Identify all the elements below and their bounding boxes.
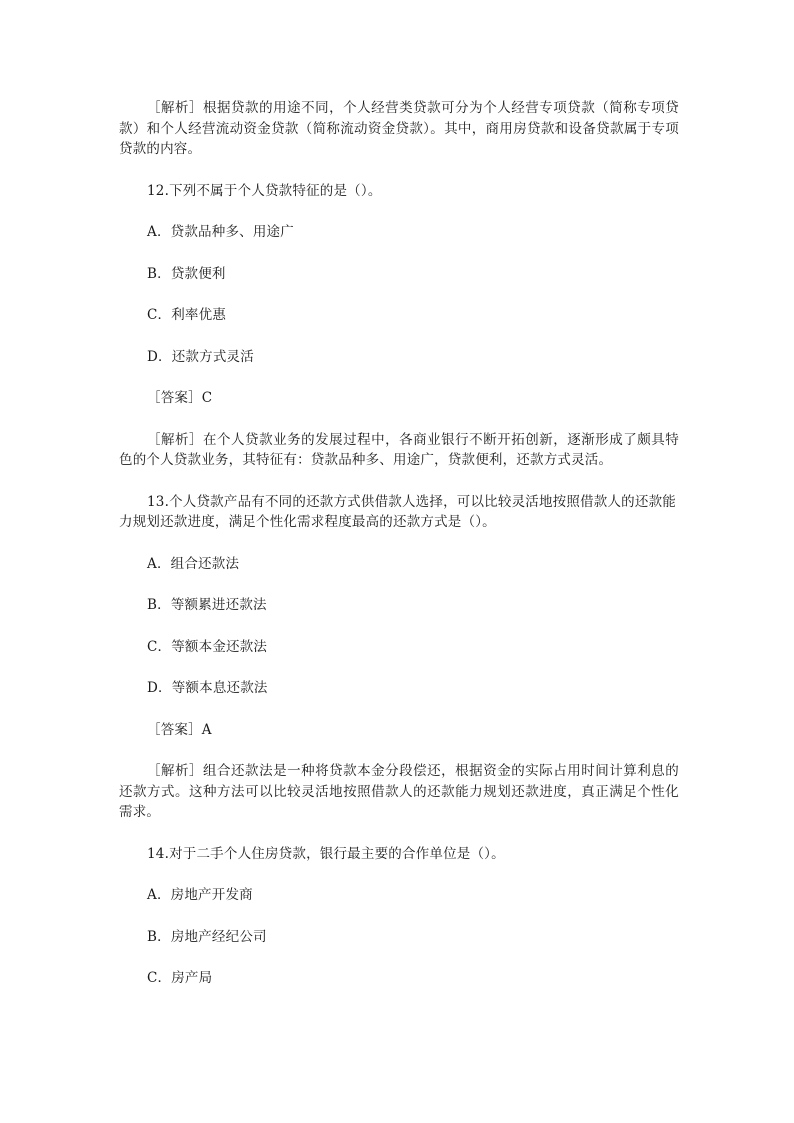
option-a: A．组合还款法: [147, 555, 240, 572]
document-page: [119, 98, 679, 989]
explanation-paragraph: ［解析］组合还款法是一种将贷款本金分段偿还，根据资金的实际占用时间计算利息的还款方式。这种方法可以比较灵活地按照借款人的还款能力规划还款进度，真正满足个性化需求。: [119, 763, 679, 820]
option-b: B．贷款便利: [147, 265, 226, 282]
explanation-paragraph: ［解析］根据贷款的用途不同，个人经营类贷款可分为个人经营专项贷款（简称专项贷款）和个人经营流动资金贷款（简称流动资金贷款）。其中，商用房贷款和设备贷款属于专项贷款的内容。: [119, 100, 679, 157]
option-d: D．等额本息还款法: [147, 680, 268, 696]
option-b: B．等额累进还款法: [147, 597, 267, 613]
question-14: 14.对于二手个人住房贷款，银行最主要的合作单位是（）。: [147, 845, 505, 862]
answer-line: ［答案］C: [147, 390, 213, 406]
option-c: C．等额本金还款法: [147, 638, 268, 655]
option-c: C．房产局: [147, 970, 213, 986]
question-13: 13.个人贷款产品有不同的还款方式供借款人选择，可以比较灵活地按照借款人的还款能力规划还款进度，满足个性化需求程度最高的还款方式是（）。: [119, 493, 676, 530]
option-b: B．房地产经纪公司: [147, 928, 267, 945]
answer-line: ［答案］A: [147, 721, 212, 738]
option-a: A．房地产开发商: [147, 887, 253, 903]
option-a: A．贷款品种多、用途广: [147, 224, 294, 240]
explanation-paragraph: ［解析］在个人贷款业务的发展过程中，各商业银行不断开拓创新，逐渐形成了颇具特色的个人贷款业务，其特征有：贷款品种多、用途广，贷款便利，还款方式灵活。: [119, 431, 679, 468]
option-c: C．利率优惠: [147, 307, 227, 323]
option-d: D．还款方式灵活: [147, 348, 254, 365]
question-12: 12.下列不属于个人贷款特征的是（）。: [147, 182, 382, 199]
